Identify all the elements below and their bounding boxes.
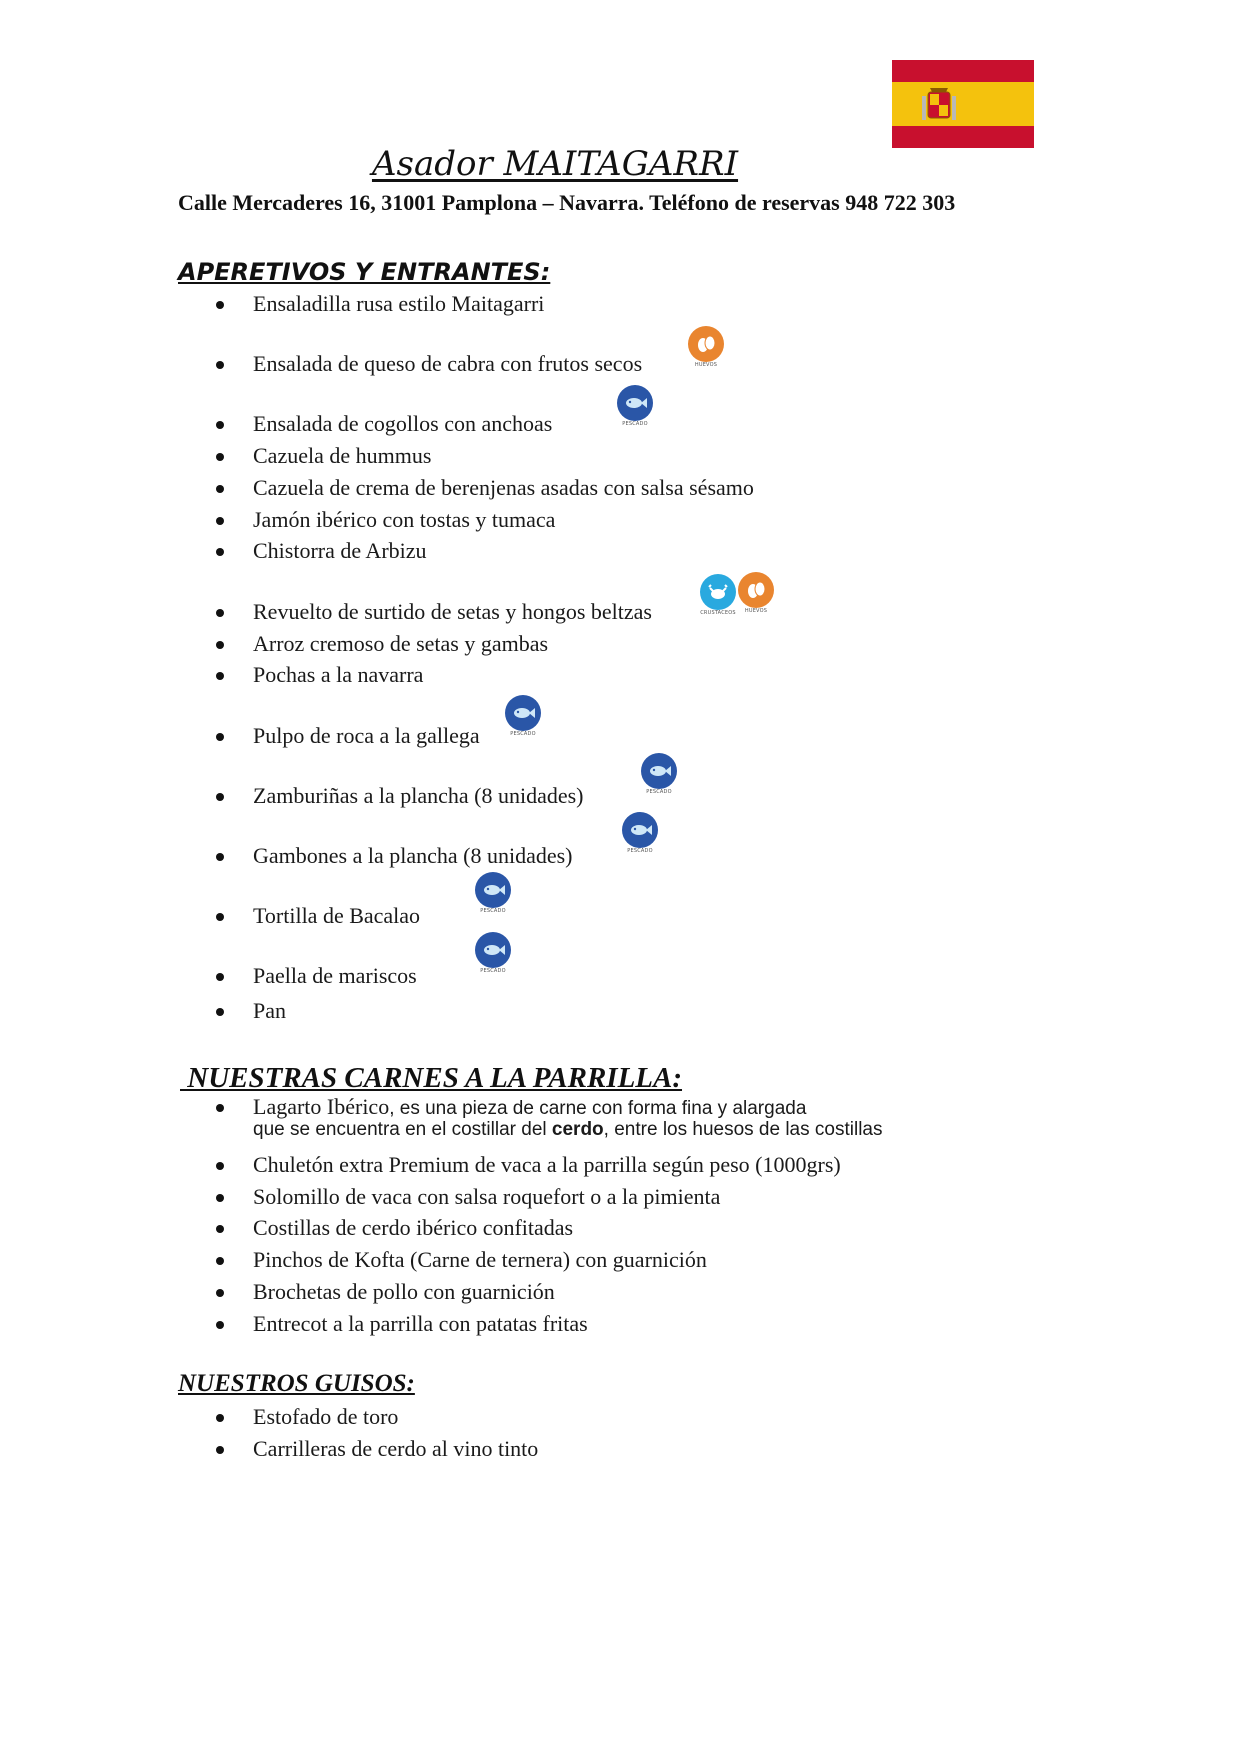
bullet — [216, 1194, 224, 1202]
bullet — [216, 609, 224, 617]
bullet — [216, 517, 224, 525]
bullet — [216, 853, 224, 861]
bullet — [216, 1257, 224, 1265]
egg-allergen-icon — [688, 326, 724, 362]
egg-caption: HUEVOS — [744, 608, 768, 614]
fish-allergen-icon — [641, 753, 677, 789]
fish-allergen-icon — [475, 932, 511, 968]
bullet — [216, 485, 224, 493]
fish-caption: PESCADO — [480, 968, 506, 974]
egg-allergen-icon — [738, 572, 774, 608]
bullet — [216, 548, 224, 556]
fish-allergen-icon — [475, 872, 511, 908]
bullet — [216, 421, 224, 429]
bullet — [216, 1225, 224, 1233]
crustacean-allergen-icon — [700, 574, 736, 610]
bullet — [216, 453, 224, 461]
section-heading-carnes: NUESTRAS CARNES A LA PARRILLA: — [180, 1062, 683, 1094]
lagarto-desc-2c: , entre los huesos de las costillas — [603, 1119, 883, 1140]
bullet — [216, 1008, 224, 1016]
egg-caption: HUEVOS — [694, 362, 718, 368]
bullet — [216, 733, 224, 741]
lagarto-desc-2a: que se encuentra en el costillar del — [253, 1119, 552, 1140]
bullet — [216, 1104, 224, 1112]
bullet — [216, 1289, 224, 1297]
bullet — [216, 301, 224, 309]
fish-caption: PESCADO — [627, 848, 653, 854]
bullet — [216, 1414, 224, 1422]
bullet — [216, 913, 224, 921]
fish-caption: PESCADO — [510, 731, 536, 737]
spain-flag — [892, 60, 1034, 148]
fish-allergen-icon — [622, 812, 658, 848]
section-heading-guisos: NUESTROS GUISOS: — [178, 1370, 415, 1397]
fish-allergen-icon — [617, 385, 653, 421]
bullet — [216, 641, 224, 649]
fish-caption: PESCADO — [646, 789, 672, 795]
bullet — [216, 1321, 224, 1329]
bullet — [216, 1446, 224, 1454]
fish-caption: PESCADO — [480, 908, 506, 914]
restaurant-title: Asador MAITAGARRI — [371, 144, 739, 184]
bullet — [216, 361, 224, 369]
fish-caption: PESCADO — [622, 421, 648, 427]
bullet — [216, 793, 224, 801]
fish-allergen-icon — [505, 695, 541, 731]
lagarto-desc-2b: cerdo — [551, 1119, 604, 1140]
lagarto-desc-1: , es una pieza de carne con forma fina y alargada — [389, 1098, 807, 1119]
bullet — [216, 1162, 224, 1170]
restaurant-address: Calle Mercaderes 16, 31001 Pamplona – Navarra. Teléfono de reservas 948 722 303 — [178, 190, 956, 215]
crustacean-caption: CRUSTACEOS — [700, 610, 736, 616]
section-heading-aperitivos: APERETIVOS Y ENTRANTES: — [178, 258, 551, 286]
bullet — [216, 672, 224, 680]
bullet — [216, 973, 224, 981]
lagarto-name: Lagarto Ibérico — [253, 1094, 390, 1119]
